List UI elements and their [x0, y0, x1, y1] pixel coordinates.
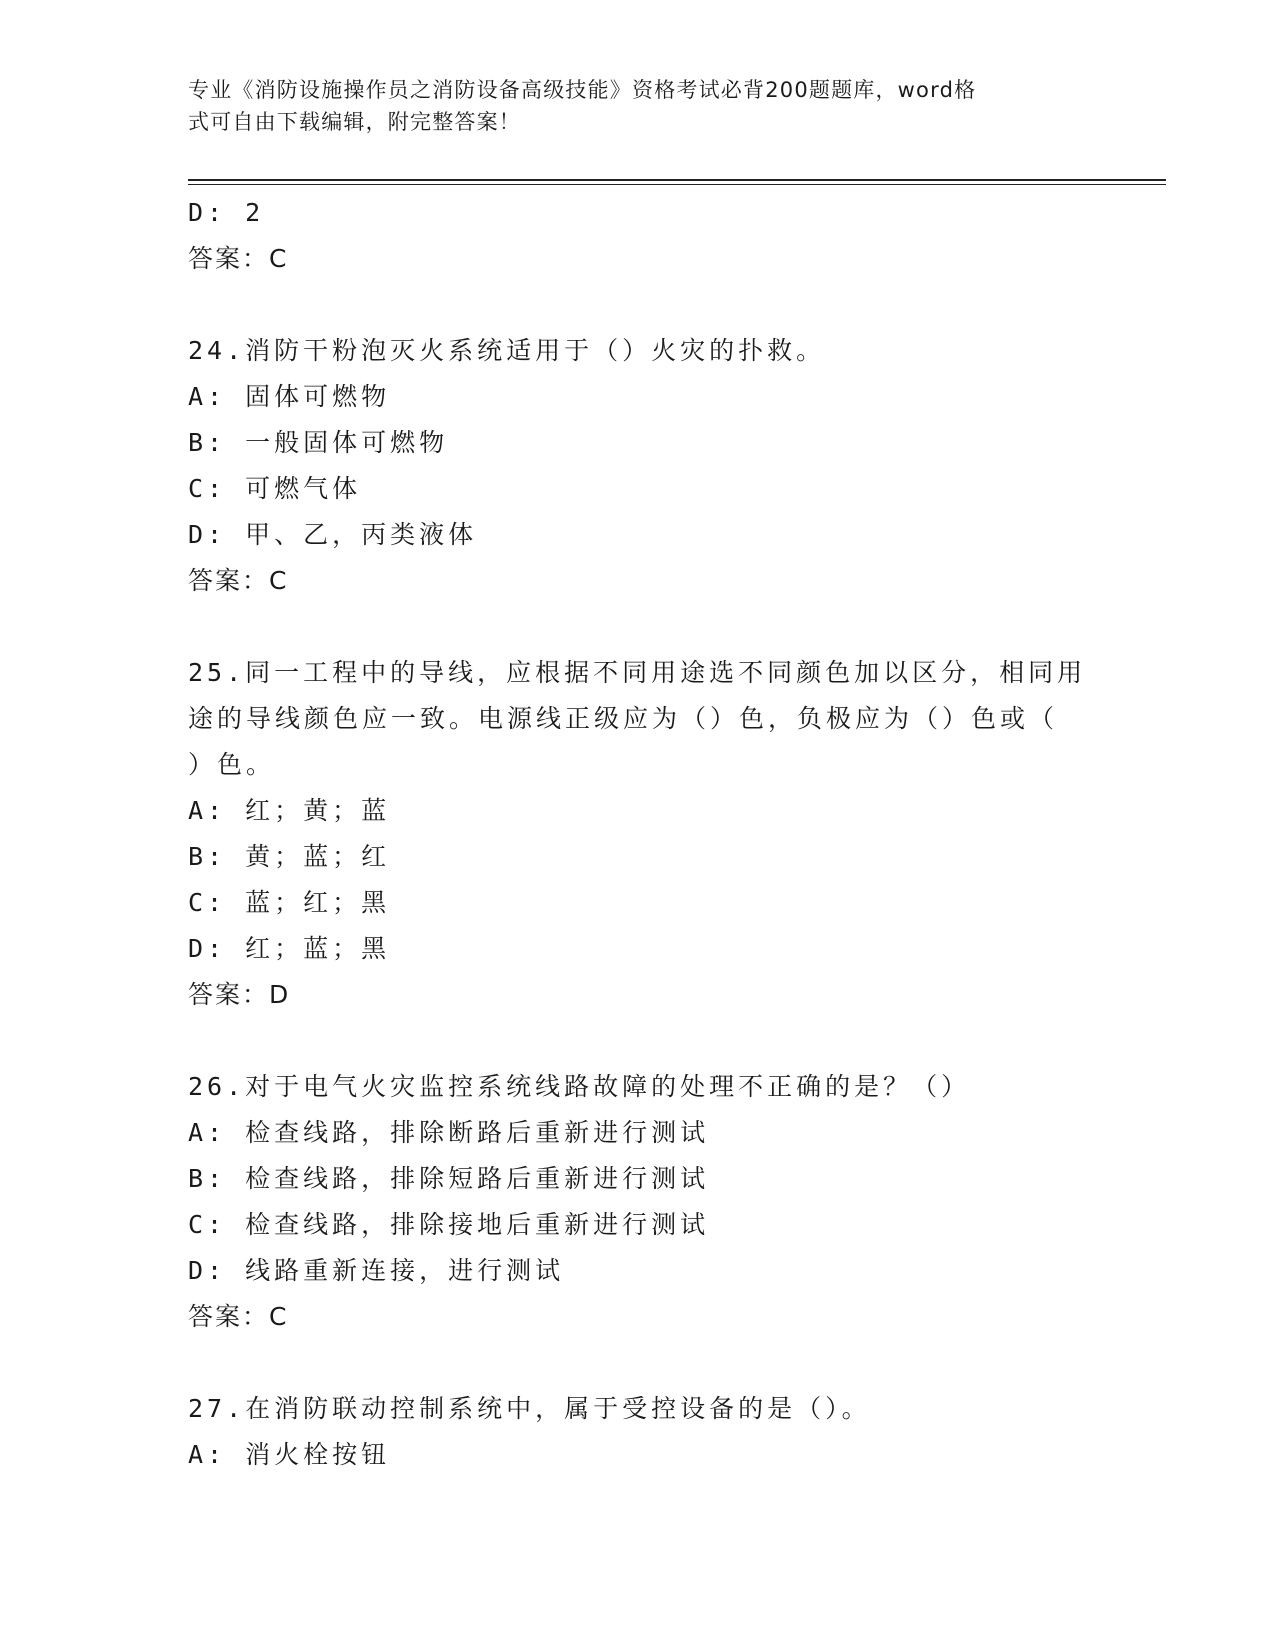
option-b: B: 黄；蓝；红 [188, 842, 391, 871]
spacer [188, 282, 1088, 328]
answer: 答案：C [188, 566, 289, 595]
question-stem: 24.消防干粉泡灭火系统适用于（）火灾的扑救。 [188, 336, 826, 365]
option-c: C: 蓝；红；黑 [188, 888, 391, 917]
question-stem: 27.在消防联动控制系统中，属于受控设备的是（）。 [188, 1394, 871, 1423]
option-a: A: 检查线路，排除断路后重新进行测试 [188, 1118, 710, 1147]
document-header [188, 74, 1068, 138]
option-b: B: 一般固体可燃物 [188, 428, 449, 457]
question-list [188, 190, 1088, 1478]
header-line-2: 式可自由下载编辑，附完整答案！ [188, 110, 521, 134]
header-divider-bottom [188, 184, 1166, 185]
prev-option-d: D: 2 [188, 198, 265, 227]
question-25 [188, 650, 1088, 1018]
option-c: C: 可燃气体 [188, 474, 362, 503]
option-a: A: 固体可燃物 [188, 382, 391, 411]
answer: 答案：C [188, 1302, 289, 1331]
question-stem-line-1: 25.同一工程中的导线，应根据不同用途选不同颜色加以区分，相同用 [188, 658, 1087, 687]
option-d: D: 红；蓝；黑 [188, 934, 391, 963]
option-a: A: 红；黄；蓝 [188, 796, 391, 825]
option-d: D: 甲、乙，丙类液体 [188, 520, 478, 549]
option-a: A: 消火栓按钮 [188, 1440, 391, 1469]
question-stem-line-3: ）色。 [188, 750, 276, 779]
answer: 答案：D [188, 980, 291, 1009]
spacer [188, 604, 1088, 650]
header-divider-top [188, 179, 1166, 181]
question-stem: 26.对于电气火灾监控系统线路故障的处理不正确的是？（） [188, 1072, 971, 1101]
spacer [188, 1340, 1088, 1386]
option-c: C: 检查线路，排除接地后重新进行测试 [188, 1210, 710, 1239]
question-27 [188, 1386, 1088, 1478]
option-d: D: 线路重新连接，进行测试 [188, 1256, 565, 1285]
prev-answer: 答案：C [188, 244, 289, 273]
option-b: B: 检查线路，排除短路后重新进行测试 [188, 1164, 710, 1193]
spacer [188, 1018, 1088, 1064]
header-line-1: 专业《消防设施操作员之消防设备高级技能》资格考试必背200题题库，word格 [188, 78, 977, 102]
question-stem-line-2: 途的导线颜色应一致。电源线正级应为（）色，负极应为（）色或（ [188, 704, 1059, 733]
question-24 [188, 328, 1088, 604]
question-26 [188, 1064, 1088, 1340]
